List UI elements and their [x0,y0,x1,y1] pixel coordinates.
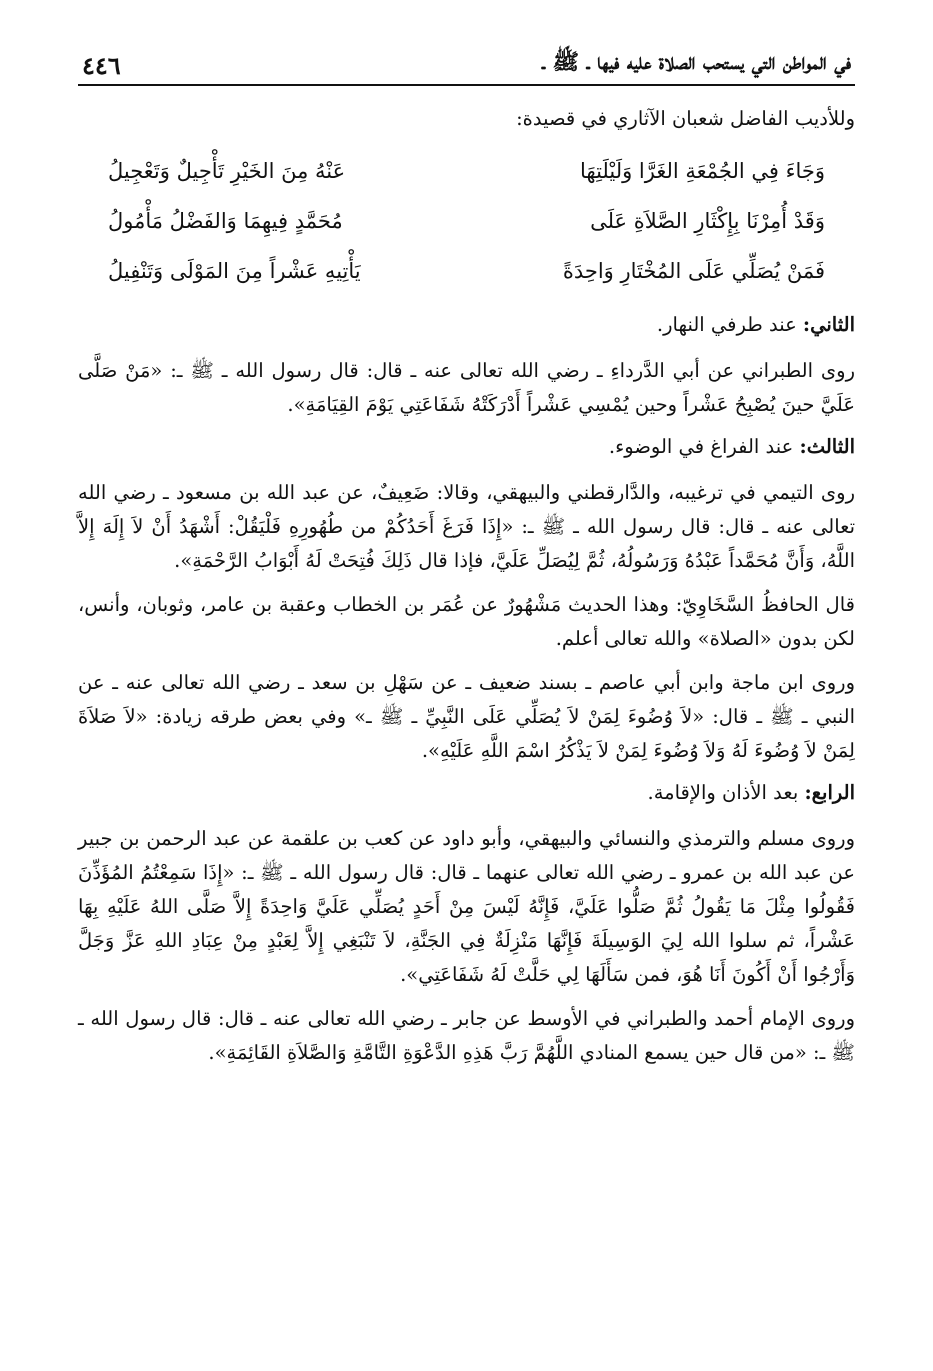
poem-verse [108,196,825,246]
section-text: عند الفراغ في الوضوء. [608,435,794,458]
section-text: عند طرفي النهار. [656,313,797,336]
verse-first-hemistich: فَمَنْ يُصَلِّي عَلَى المُخْتَارِ وَاحِدَةً [562,259,825,283]
section-label: الثاني: [802,313,855,336]
page-number: ٤٤٦ [82,51,121,80]
page-body [78,102,855,1070]
page-header [78,42,855,86]
paragraph-ahmad: وروى الإمام أحمد والطبراني في الأوسط عن جابر ـ رضي الله تعالى عنه ـ قال: قال رسول الله ـ ﷺ ـ: «من قال حين يسمع المنادي اللَّهُمَّ رَبَّ هَذِهِ الدَّعْوَةِ التَّامَّةِ وَالصَّلاَةِ القَائِمَةِ». [78,1007,855,1064]
paragraph-taymi: روى التيمي في ترغيبه، والدَّارقطني والبيهقي، وقالا: ضَعِيفٌ، عن عبد الله بن مسعود ـ رضي الله تعالى عنه ـ قال: قال رسول الله ـ ﷺ ـ: «إِذَا فَرَغَ أَحَدُكُمْ من طُهُورِهِ فَلْيَقُلْ: أَشْهَدُ أَنْ لاَ إِلَهَ إِلاَّ اللَّهُ، وَأَنَّ مُحَمَّداً عَبْدُهُ وَرَسُولُهُ، ثُمَّ لِيُصَلِّ عَلَيَّ، فإذا قال ذَلِكَ فُتِحَتْ لَهُ أَبْوَابُ الرَّحْمَةِ». [78,481,855,572]
verse-first-hemistich: وَجَاءَ فِي الجُمْعَةِ الغَرَّا وَلَيْلَتِهَا [580,159,825,183]
paragraph-sakhawi: قال الحافظُ السَّخَاوِيّ: وهذا الحديث مَشْهُورٌ عن عُمَر بن الخطاب وعقبة بن عامر، وثوبان، وأنس، لكن بدون «الصلاة» والله تعالى أعلم. [78,593,855,650]
verse-second-hemistich: مُحَمَّدٍ فِيهِمَا وَالفَضْلُ مَأْمُولُ [108,209,343,233]
paragraph-tabarani: روى الطبراني عن أبي الدَّرداءِ ـ رضي الله تعالى عنه ـ قال: قال رسول الله ـ ﷺ ـ: «مَنْ صَلَّى عَلَيَّ حينَ يُصْبِحُ عَشْراً وحين يُمْسِي عَشْراً أَدْرَكَتْهُ شَفَاعَتِي يَوْمَ القِيَامَةِ». [78,359,855,416]
verse-second-hemistich: يَأْتِيهِ عَشْراً مِنَ المَوْلَى وَتَنْفِيلُ [108,259,361,283]
running-title: في المواطن التي يستحب الصلاة عليه فيها ـ ﷺ ـ [542,49,851,75]
section-heading-second [78,310,855,340]
section-label: الرابع: [804,781,855,804]
verse-first-hemistich: وَقَدْ أُمِرْنَا بِإِكْثَارِ الصَّلاَةِ عَلَى [590,209,825,233]
section-heading-fourth [78,778,855,808]
paragraph-ibn-majah: وروى ابن ماجة وابن أبي عاصم ـ بسند ضعيف ـ عن سَهْلِ بن سعد ـ رضي الله تعالى عنه ـ عن النبي ـ ﷺ ـ قال: «لاَ وُضُوءَ لِمَنْ لاَ يُصَلِّي عَلَى النَّبِيِّ ـ ﷺ ـ» وفي بعض طرقه زيادة: «لاَ صَلاَةَ لِمَنْ لاَ وُضُوءَ لَهُ وَلاَ وُضُوءَ لِمَنْ لاَ يَذْكُرُ اسْمَ اللَّهِ عَلَيْهِ». [78,671,855,762]
section-label: الثالث: [799,435,855,458]
section-text: بعد الأذان والإقامة. [647,781,799,804]
paragraph-intro: وللأديب الفاضل شعبان الآثاري في قصيدة: [516,107,855,130]
paragraph-muslim: وروى مسلم والترمذي والنسائي والبيهقي، وأبو داود عن كعب بن علقمة عن عبد الرحمن بن جبير عن عبد الله بن عمرو ـ رضي الله تعالى عنهما ـ قال: قال رسول الله ـ ﷺ ـ: «إِذَا سَمِعْتُمُ المُؤَذِّنَ فَقُولُوا مِثْلَ مَا يَقُولُ ثُمَّ صَلُّوا عَلَيَّ، فَإِنَّهُ لَيْسَ مِنْ أَحَدٍ يُصَلِّي عَلَيَّ وَاحِدَةً إِلاَّ صَلَّى اللهُ عَلَيْهِ بِهَا عَشْراً، ثم سلوا الله لِيَ الوَسِيلَةَ فَإِنَّهَا مَنْزِلَةٌ فِي الجَنَّةِ، لاَ تَنْبَغِي إِلاَّ لِعَبْدٍ مِنْ عِبَادِ اللهِ عَزَّ وَجَلَّ وَأَرْجُوا أَنْ أَكُونَ أَنَا هُوَ، فمن سَأَلَهَا لِي حَلَّتْ لَهُ شَفَاعَتِي». [78,827,855,986]
poem-verse [108,146,825,196]
verse-second-hemistich: عَنْهُ مِنَ الخَيْرِ تَأْجِيلٌ وَتَعْجِيلُ [108,159,346,183]
section-heading-third [78,432,855,462]
poem-verse [108,246,825,296]
poem [108,146,825,296]
